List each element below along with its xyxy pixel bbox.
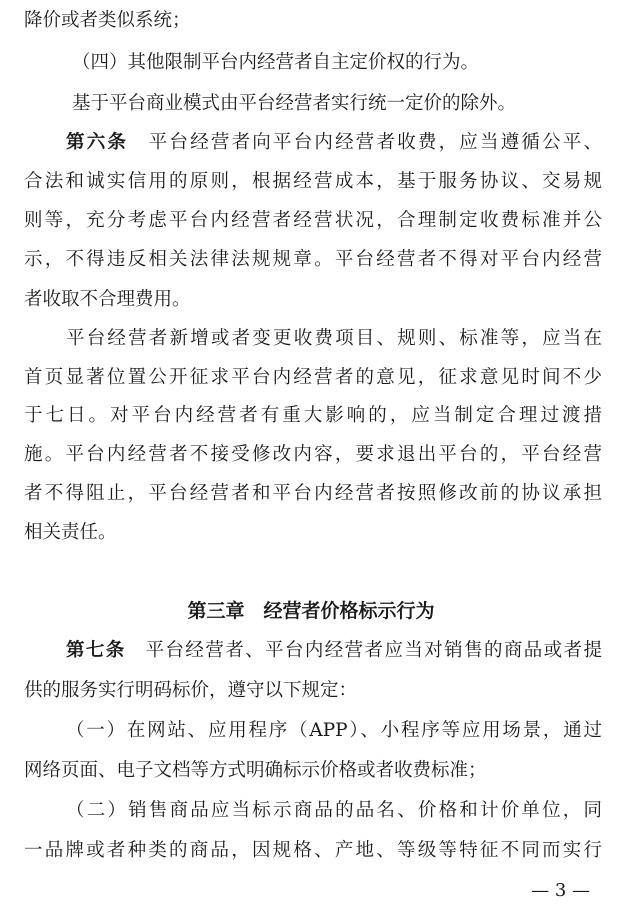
text-line: 平台经营者新增或者变更收费项目、规则、标准等，应当在: [66, 328, 602, 349]
list-item-one: （一）在网站、应用程序（APP）、小程序等应用场景，通过: [66, 720, 602, 741]
text-line: 合法和诚实信用的原则，根据经营成本，基于服务协议、交易规: [24, 171, 602, 192]
list-item-four: （四）其他限制平台内经营者自主定价权的行为。: [72, 52, 480, 73]
text-line: 供的服务实行明码标价，遵守以下规定：: [24, 680, 358, 701]
text-line: 网络页面、电子文档等方式明确标示价格或者收费标准；: [24, 760, 487, 781]
text-line: 首页显著位置公开征求平台内经营者的意见，征求意见时间不少: [24, 367, 602, 388]
text-line: 于七日。对平台内经营者有重大影响的，应当制定合理过渡措: [24, 405, 602, 426]
text-line: 示，不得违反相关法律法规规章。平台经营者不得对平台内经营: [24, 249, 602, 270]
text-line: 则等，充分考虑平台内经营者经营状况，合理制定收费标准并公: [24, 210, 602, 231]
text-line: 基于平台商业模式由平台经营者实行统一定价的除外。: [72, 93, 517, 114]
page-number: — 3 —: [531, 880, 590, 901]
text-line: 者收取不合理费用。: [24, 289, 191, 310]
article-six-heading-line: 第六条 平台经营者向平台内经营者收费，应当遵循公平、: [66, 132, 602, 153]
text-line: 相关责任。: [24, 522, 117, 543]
text-line: 一品牌或者种类的商品，因规格、产地、等级等特征不同而实行: [24, 840, 602, 861]
article-number: 第七条: [66, 640, 126, 661]
text-line: 者不得阻止，平台经营者和平台内经营者按照修改前的协议承担: [24, 483, 602, 504]
chapter-title: 第三章 经营者价格标示行为: [187, 600, 435, 622]
text-line: 降价或者类似系统；: [24, 10, 191, 31]
article-seven-heading-line: 第七条 平台经营者、平台内经营者应当对销售的商品或者提: [66, 640, 602, 661]
text-line: 施。平台内经营者不接受修改内容，要求退出平台的，平台经营: [24, 444, 602, 465]
article-number: 第六条: [66, 132, 129, 153]
list-item-two: （二）销售商品应当标示商品的品名、价格和计价单位，同: [66, 800, 602, 821]
